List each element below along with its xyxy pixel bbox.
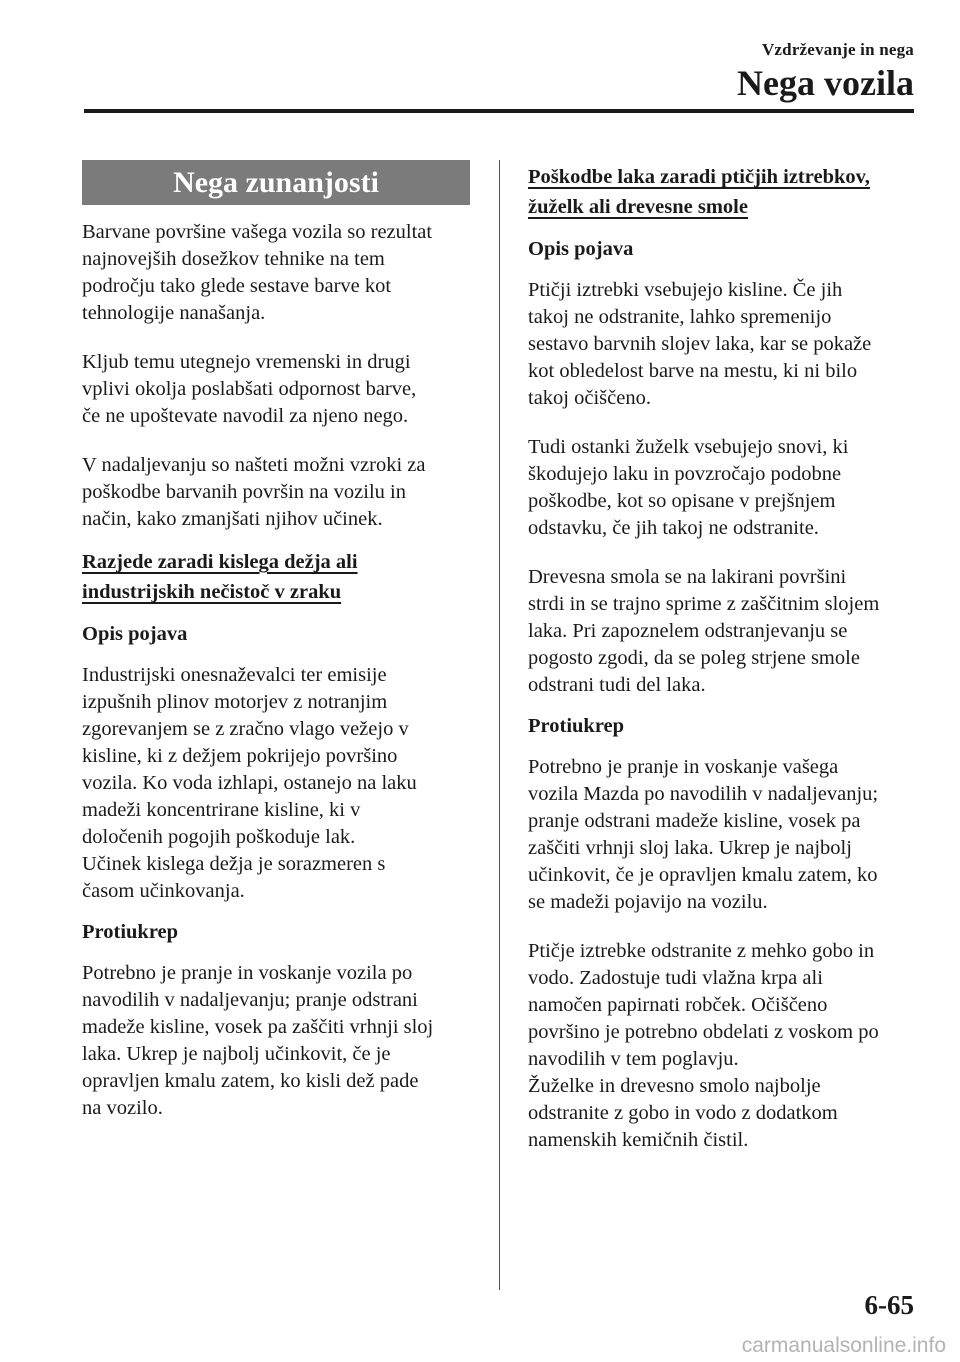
watermark: carmanualsonline.info [741, 1334, 946, 1357]
description-paragraph: Industrijski onesnaževalci ter emisije izpušnih plinov motorjev z notranjim zgorevanjem se z zračno vlago vežejo v kisline, ki z dežjem pokrijejo površino vozila. Ko voda izhlapi, ostanejo na laku madeži koncentrirane kisline, ki v določenih pogojih poškoduje lak. Učinek kislega dežja je sorazmeren s časom učinkovanja. [82, 664, 417, 902]
page-number: 6-65 [864, 1290, 914, 1320]
right-column [528, 160, 916, 1176]
countermeasure-heading: Protiukrep [82, 921, 179, 943]
section-banner: Nega zunanjosti [82, 160, 470, 205]
left-column [82, 160, 470, 1144]
header-rule [84, 109, 914, 113]
description-paragraph: Tudi ostanki žuželk vsebujejo snovi, ki škodujejo laku in povzročajo podobne poškodbe, kot so opisane v prejšnjem odstavku, če jih takoj ne odstranite. [528, 436, 849, 539]
description-paragraph: Drevesna smola se na lakirani površini strdi in se trajno sprime z zaščitnim slojem laka. Pri zapoznelem odstranjevanju se pogosto zgodi, da se poleg strjene smole odstrani tudi del laka. [528, 566, 880, 696]
column-divider [499, 160, 500, 1290]
page-section-title: Nega vozila [737, 63, 914, 103]
chapter-title: Vzdrževanje in nega [761, 40, 914, 59]
description-paragraph: Ptičji iztrebki vsebujejo kisline. Če jih takoj ne odstranite, lahko spremenijo sestavo barvnih slojev laka, kar se pokaže kot obledelost barve na mestu, ki ni bilo takoj očiščeno. [528, 279, 872, 409]
description-heading: Opis pojava [528, 238, 634, 260]
countermeasure-paragraph: Potrebno je pranje in voskanje vašega vozila Mazda po navodilih v nadaljevanju; pranje odstrani madeže kisline, vosek pa zaščiti vrhnji sloj laka. Ukrep je najbolj učinkovit, če je opravljen kmalu zatem, ko se madeži pojavijo na vozilu. [528, 756, 879, 913]
countermeasure-heading: Protiukrep [528, 715, 625, 737]
subsection-heading: Poškodbe laka zaradi ptičjih iztrebkov, žuželk ali drevesne smole [528, 166, 870, 218]
countermeasure-paragraph: Ptičje iztrebke odstranite z mehko gobo in vodo. Zadostuje tudi vlažna krpa ali namočen papirnati robček. Očiščeno površino je potrebno obdelati z voskom po navodilih v tem poglavju. Žuželke in drevesno smolo najbolje odstranite z gobo in vodo z dodatkom namenskih kemičnih čistil. [528, 940, 879, 1151]
subsection-heading: Razjede zaradi kislega dežja ali industrijskih nečistoč v zraku [82, 551, 358, 603]
intro-paragraph: Kljub temu utegnejo vremenski in drugi vplivi okolja poslabšati odpornost barve, če ne upoštevate navodil za njeno nego. [82, 351, 417, 427]
intro-paragraph: V nadaljevanju so našteti možni vzroki za poškodbe barvanih površin na vozilu in način, kako zmanjšati njihov učinek. [82, 454, 426, 530]
description-heading: Opis pojava [82, 623, 188, 645]
countermeasure-paragraph: Potrebno je pranje in voskanje vozila po navodilih v nadaljevanju; pranje odstrani madeže kisline, vosek pa zaščiti vrhnji sloj laka. Ukrep je najbolj učinkovit, če je opravljen kmalu zatem, ko kisli dež pade na vozilo. [82, 962, 434, 1119]
intro-paragraph: Barvane površine vašega vozila so rezultat najnovejših dosežkov tehnike na tem področju tako glede sestave barve kot tehnologije nanašanja. [82, 221, 433, 324]
